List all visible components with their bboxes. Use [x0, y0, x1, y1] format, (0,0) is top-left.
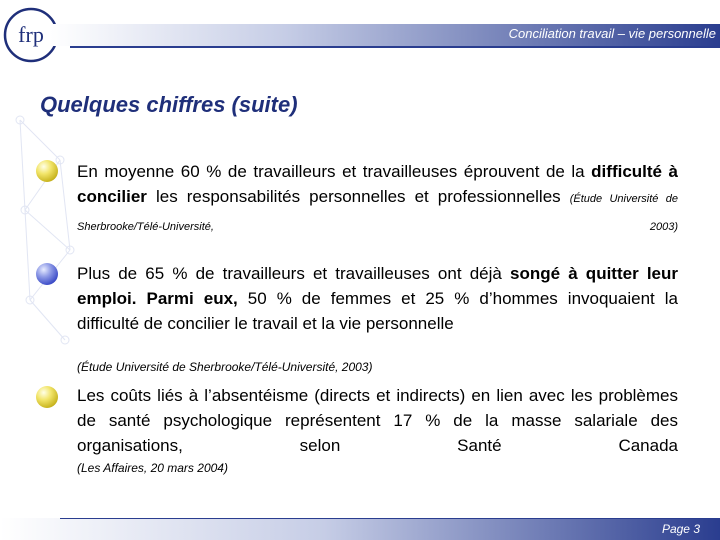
logo-text: frp: [18, 22, 44, 47]
bullet-2-bold-2: Parmi eux,: [136, 289, 238, 308]
bullet-marker-1: [36, 160, 58, 182]
bullet-marker-2: [36, 263, 58, 285]
header-bar: [50, 24, 720, 46]
bullet-1-pre: En moyenne 60 % de travailleurs et travailleuses éprouvent de la: [77, 162, 592, 181]
bullet-marker-3: [36, 386, 58, 408]
bullet-1-bold: difficulté à concilier: [77, 162, 678, 206]
bullet-text-3: Les coûts liés à l’absentéisme (directs et indirects) en lien avec les problèmes de santé psychologique représentent 17 % de la masse salariale des organisations, selon Santé Canada: [77, 386, 678, 455]
bullet-text-2: [77, 261, 678, 336]
bullet-2-bold-1: songé à quitter leur emploi.: [77, 264, 679, 308]
bullet-1-citation: (Étude Université de Sherbrooke/Télé-Université, 2003): [77, 193, 678, 233]
slide-heading: Quelques chiffres (suite): [40, 92, 298, 117]
bullet-3-citation: (Les Affaires, 20 mars 2004): [77, 461, 228, 475]
bullet-2-pre: Plus de 65 % de travailleurs et travailleuses ont déjà: [77, 264, 510, 283]
bullet-2-citation: (Étude Université de Sherbrooke/Télé-Université, 2003): [77, 360, 373, 374]
bullet-text-1: [77, 159, 678, 240]
footer-bar: [0, 518, 720, 540]
bullet-1-post: les responsabilités personnelles et professionnelles: [146, 187, 570, 206]
presentation-title: Conciliation travail – vie personnelle: [508, 26, 716, 41]
page-number: Page 3: [661, 522, 700, 536]
footer-divider: [60, 518, 720, 519]
header-divider: [70, 46, 720, 48]
bullet-2-post: 50 % de femmes et 25 % d’hommes invoquaient la difficulté de concilier le travail et la vie personnelle: [77, 289, 678, 333]
